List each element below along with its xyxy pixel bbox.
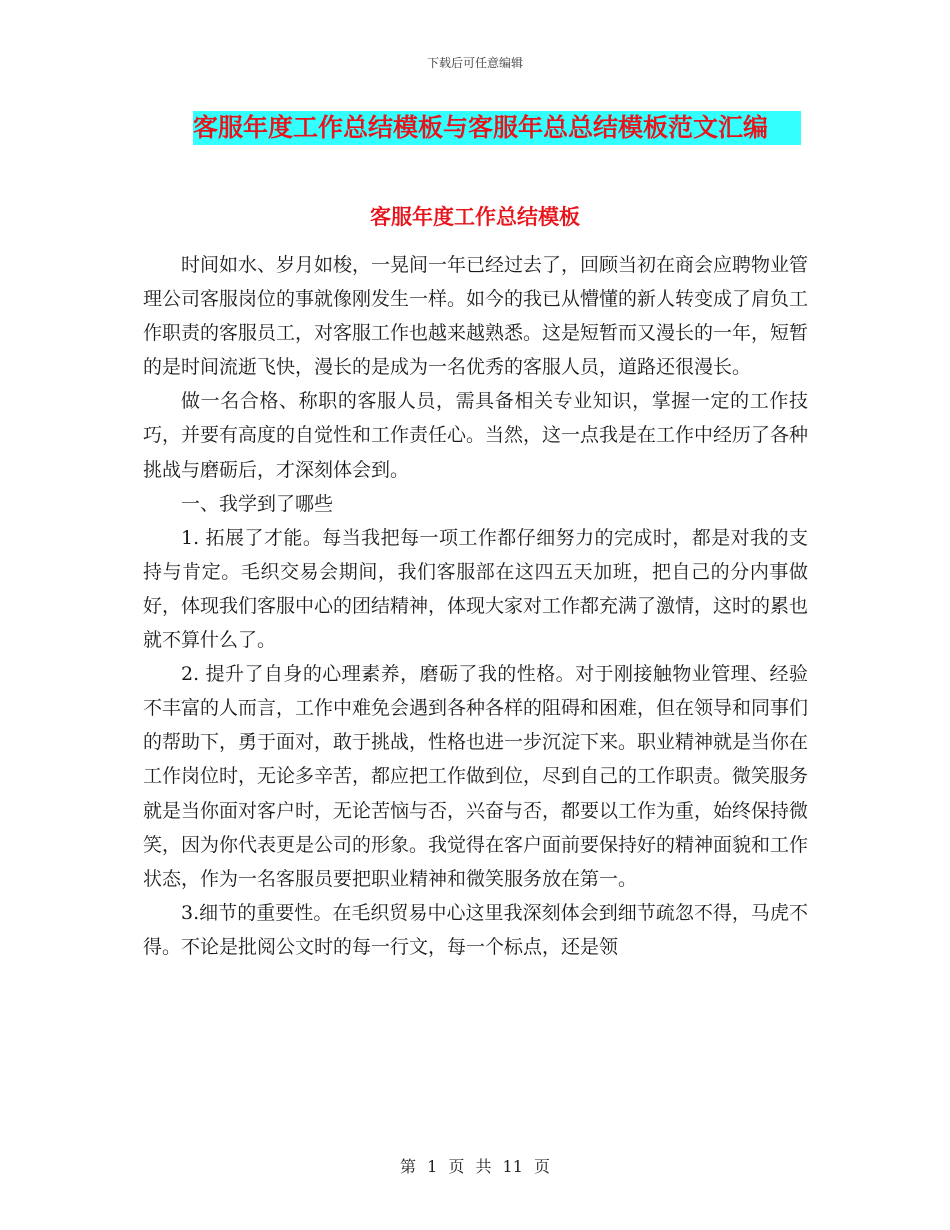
paragraph: 1. 拓展了才能。每当我把每一项工作都仔细努力的完成时，都是对我的支持与肯定。毛织交易会期间，我们客服部在这四五天加班，把自己的分内事做好，体现我们客服中心的团结精神，体现大家对工作都充满了激情，这时的累也就不算什么了。 xyxy=(143,526,809,652)
header-note: 下载后可任意编辑 xyxy=(426,56,523,70)
paragraph: 2. 提升了自身的心理素养，磨砺了我的性格。对于刚接触物业管理、经验不丰富的人而言，工作中难免会遇到各种各样的阻碍和困难，但在领导和同事们的帮助下，勇于面对，敢于挑战，性格也进一步沉淀下来。职业精神就是当你在工作岗位时，无论多辛苦，都应把工作做到位，尽到自己的工作职责。微笑服务就是当你面对客户时，无论苦恼与否，兴奋与否，都要以工作为重，始终保持微笑，因为你代表更是公司的形象。我觉得在客户面前要保持好的精神面貌和工作状态，作为一名客服员要把职业精神和微笑服务放在第一。 xyxy=(143,663,809,890)
document-body xyxy=(143,248,808,964)
paragraph: 时间如水、岁月如梭，一晃间一年已经过去了，回顾当初在商会应聘物业管理公司客服岗位的事就像刚发生一样。如今的我已从懵懂的新人转变成了肩负工作职责的客服员工，对客服工作也越来越熟悉。这是短暂而又漫长的一年，短暂的是时间流逝飞快，漫长的是成为一名优秀的客服人员，道路还很漫长。 xyxy=(143,254,809,379)
section-title: 客服年度工作总结模板 xyxy=(370,205,580,229)
paragraph: 做一名合格、称职的客服人员，需具备相关专业知识，掌握一定的工作技巧，并要有高度的自觉性和工作责任心。当然，这一点我是在工作中经历了各种挑战与磨砺后，才深刻体会到。 xyxy=(143,390,809,481)
section-heading: 一、我学到了哪些 xyxy=(181,492,334,515)
paragraph: 3.细节的重要性。在毛织贸易中心这里我深刻体会到细节疏忽不得，马虎不得。不论是批阅公文时的每一行文，每一个标点，还是领 xyxy=(143,901,808,958)
document-title: 客服年度工作总结模板与客服年总总结模板范文汇编 xyxy=(193,111,801,145)
page-footer: 第 1 页 共 11 页 xyxy=(400,1157,550,1176)
